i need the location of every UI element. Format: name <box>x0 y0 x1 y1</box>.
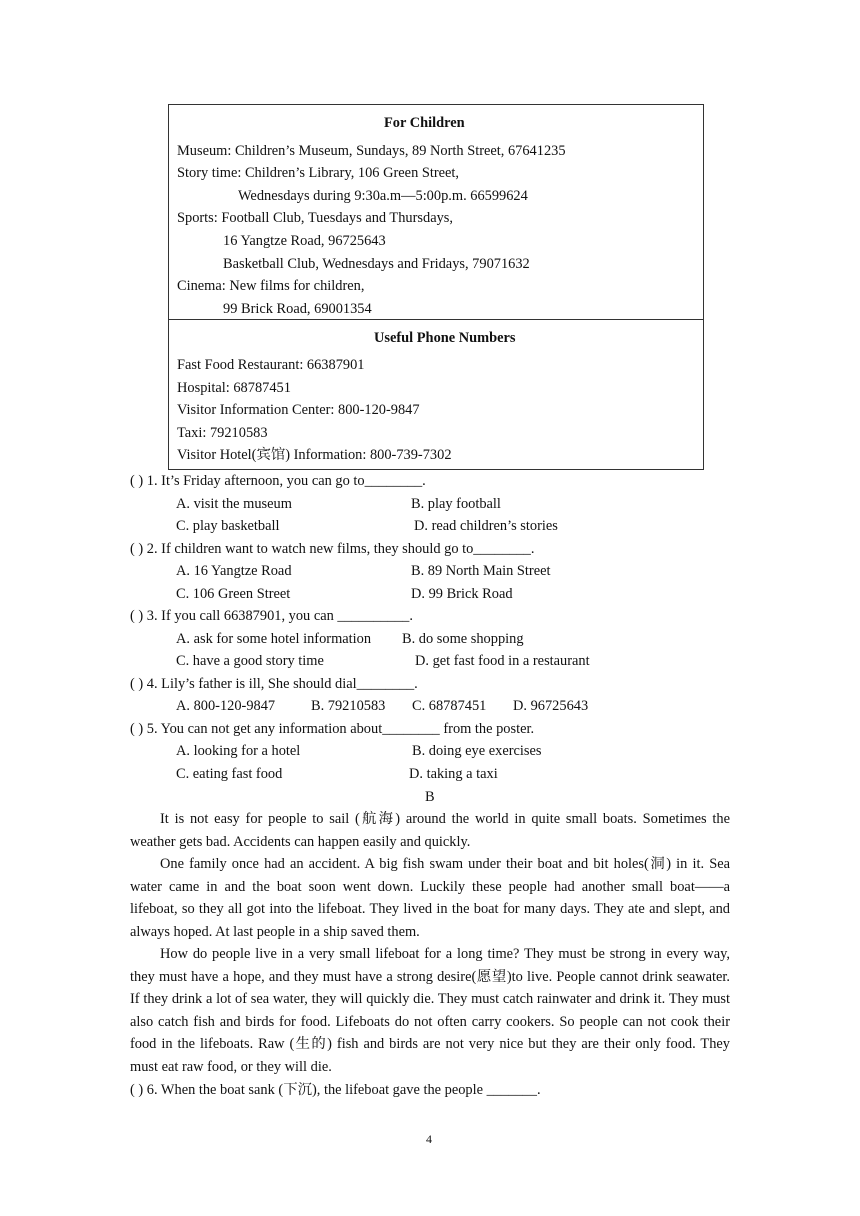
page-number: 4 <box>426 1132 432 1146</box>
option: C. 106 Green Street <box>176 586 291 602</box>
children-line: Basketball Club, Wednesdays and Fridays, 79071632 <box>223 256 530 272</box>
option: C. 68787451 <box>412 698 487 714</box>
option: C. have a good story time <box>176 653 324 669</box>
passage-paragraph <box>130 853 730 943</box>
option: A. visit the museum <box>176 496 292 512</box>
option: A. ask for some hotel information <box>176 631 372 647</box>
children-line: 99 Brick Road, 69001354 <box>223 301 372 317</box>
phone-line: Fast Food Restaurant: 66387901 <box>177 357 365 373</box>
phones-title: Useful Phone Numbers <box>374 330 516 346</box>
children-line: Story time: Children’s Library, 106 Green Street, <box>177 165 460 181</box>
option: D. taking a taxi <box>409 766 498 782</box>
passage-paragraph <box>130 943 730 1078</box>
option: B. 89 North Main Street <box>411 563 551 579</box>
option: D. 99 Brick Road <box>411 586 513 602</box>
option: B. do some shopping <box>402 631 524 647</box>
children-title: For Children <box>384 115 465 131</box>
option: A. 16 Yangtze Road <box>176 563 292 579</box>
passage-text: It is not easy for people to sail (航海) around the world in quite small boats. Sometimes the weather gets bad. Accidents can happen easily and quickly. <box>130 811 730 850</box>
children-line: Sports: Football Club, Tuesdays and Thursdays, <box>177 210 453 226</box>
children-line: Museum: Children’s Museum, Sundays, 89 North Street, 67641235 <box>177 143 566 159</box>
passage-paragraph <box>130 808 730 853</box>
option: D. get fast food in a restaurant <box>415 653 590 669</box>
option: D. read children’s stories <box>414 518 558 534</box>
question-stem: ( ) 2. If children want to watch new films, they should go to________. <box>130 541 535 557</box>
question-stem: ( ) 5. You can not get any information about________ from the poster. <box>130 721 535 737</box>
phone-line: Taxi: 79210583 <box>177 425 268 441</box>
section-heading: B <box>425 789 435 805</box>
children-line: Cinema: New films for children, <box>177 278 365 294</box>
option: B. play football <box>411 496 501 512</box>
question-stem: ( ) 1. It’s Friday afternoon, you can go to________. <box>130 473 426 489</box>
question-stem: ( ) 4. Lily’s father is ill, She should dial________. <box>130 676 418 692</box>
phone-line: Visitor Hotel(宾馆) Information: 800-739-7302 <box>177 447 452 463</box>
option: C. eating fast food <box>176 766 283 782</box>
phone-line: Visitor Information Center: 800-120-9847 <box>177 402 420 418</box>
option: A. looking for a hotel <box>176 743 301 759</box>
option: C. play basketball <box>176 518 280 534</box>
phone-line: Hospital: 68787451 <box>177 380 291 396</box>
passage-text: How do people live in a very small lifeboat for a long time? They must be strong in every way, they must have a hope, and they must have a strong desire(愿望)to live. People cannot drink seawater. If they drink a lot of sea water, they will quickly die. They must catch rainwater and drink it. They must also catch fish and birds for food. Lifeboats do not often carry cookers. So people can not cook their food in the lifeboats. Raw (生的) fish and birds are not very nice but they are their only food. They must eat raw food, or they will die. <box>130 946 730 1075</box>
option: B. doing eye exercises <box>412 743 542 759</box>
option: B. 79210583 <box>311 698 386 714</box>
question-stem: ( ) 3. If you call 66387901, you can __________. <box>130 608 413 624</box>
children-line: 16 Yangtze Road, 96725643 <box>223 233 386 249</box>
children-line: Wednesdays during 9:30a.m—5:00p.m. 66599624 <box>238 188 528 204</box>
passage-text: One family once had an accident. A big fish swam under their boat and bit holes(洞) in it. Sea water came in and the boat soon went down. Luckily these people had another small boat——a lifeboat, so they all got into the lifeboat. They lived in the boat for many days. They ate and slept, and always hoped. At last people in a ship saved them. <box>130 856 730 940</box>
option: D. 96725643 <box>513 698 589 714</box>
option: A. 800-120-9847 <box>176 698 276 714</box>
question-stem: ( ) 6. When the boat sank (下沉), the lifeboat gave the people _______. <box>130 1082 541 1098</box>
